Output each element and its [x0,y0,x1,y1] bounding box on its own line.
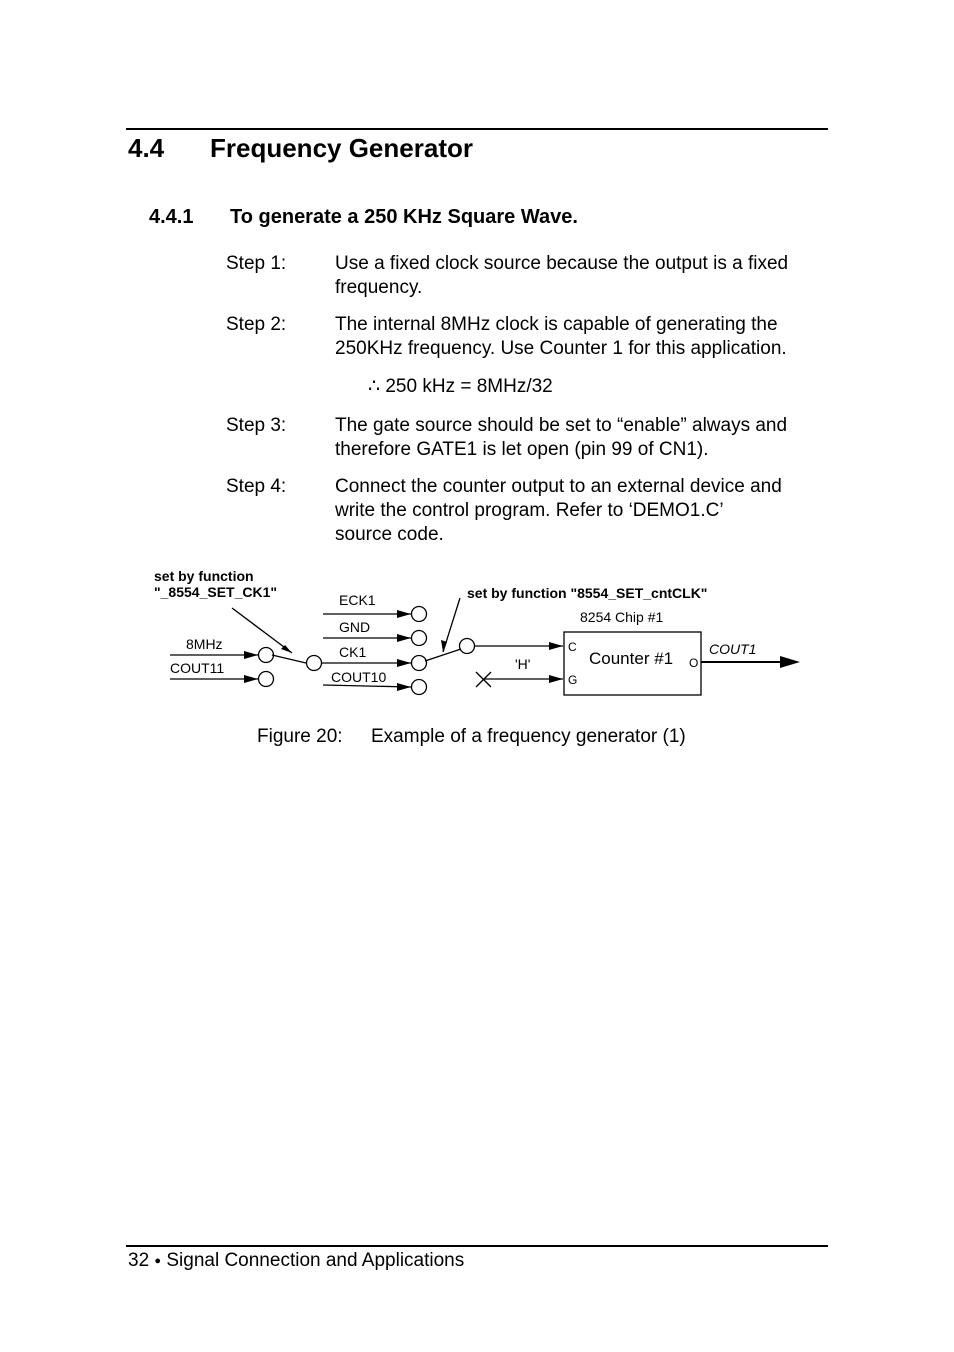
label-cout10: COUT10 [331,669,387,685]
footer-rule [126,1245,828,1247]
arrow-ck1 [397,659,411,667]
label-cout1: COUT1 [709,641,757,657]
step-1-line-1: Use a fixed clock source because the output is a fixed [335,253,789,274]
switch-2-common-terminal [460,639,475,654]
arrow-output [780,656,800,668]
switch-1-arm [272,655,306,663]
step-4-line-1: Connect the counter output to an external device and [335,476,782,497]
figure-number: Figure 20: [257,726,343,747]
figure-caption: Example of a frequency generator (1) [371,726,686,747]
step-4-line-2: write the control program. Refer to ‘DEMO1.C’ [335,500,724,521]
label-counter: Counter #1 [589,649,674,668]
step-4-line-3: source code. [335,524,444,545]
step-2-label: Step 2: [226,314,287,335]
arrow-8mhz [244,651,258,659]
arrow-clock [549,642,563,650]
step-3-label: Step 3: [226,415,287,436]
arrow-cout10 [397,683,411,691]
terminal-eck1 [412,607,427,622]
footer-chapter-title: Signal Connection and Applications [166,1250,465,1272]
label-8mhz: 8MHz [186,636,223,652]
switch-1-common-terminal [307,656,322,671]
label-set-ck1-line-1: set by function [154,568,254,584]
subsection-number: 4.4.1 [149,206,194,228]
label-chip: 8254 Chip #1 [580,609,664,625]
step-4-label: Step 4: [226,476,287,497]
label-set-ck1-line-2: "_8554_SET_CK1" [154,584,278,600]
label-eck1: ECK1 [339,592,376,608]
terminal-cout10 [412,680,427,695]
step-3-line-2: therefore GATE1 is let open (pin 99 of CN1). [335,439,709,460]
terminal-cout11 [259,672,274,687]
formula: ∴ 250 kHz = 8MHz/32 [368,376,553,397]
footer-bullet-icon: ● [154,1255,162,1267]
terminal-ck1 [412,656,427,671]
terminal-8mhz [259,648,274,663]
footer [128,1249,464,1273]
step-1-line-2: frequency. [335,277,423,298]
terminal-gnd [412,631,427,646]
step-2-line-2: 250KHz frequency. Use Counter 1 for this application. [335,338,787,359]
step-3-line-1: The gate source should be set to “enable” always and [335,415,788,436]
label-pin-o: O [689,656,699,670]
subsection-title: To generate a 250 KHz Square Wave. [230,206,578,228]
label-gnd: GND [339,619,371,635]
arrow-cout11 [244,675,258,683]
step-1-label: Step 1: [226,253,287,274]
section-number: 4.4 [128,133,165,163]
label-gate-high: 'H' [515,656,531,672]
section-title: Frequency Generator [210,133,473,163]
label-cout11: COUT11 [170,660,225,676]
arrow-gate [549,675,563,683]
label-pin-g: G [568,673,578,687]
label-pin-c: C [568,640,577,654]
label-ck1: CK1 [339,644,367,660]
annotation-line-ck1 [232,608,292,653]
step-2-line-1: The internal 8MHz clock is capable of generating the [335,314,778,335]
arrow-eck1 [397,610,411,618]
arrow-gnd [397,634,411,642]
label-set-cntclk: set by function "8554_SET_cntCLK" [467,585,708,601]
page-number: 32 [128,1250,150,1272]
